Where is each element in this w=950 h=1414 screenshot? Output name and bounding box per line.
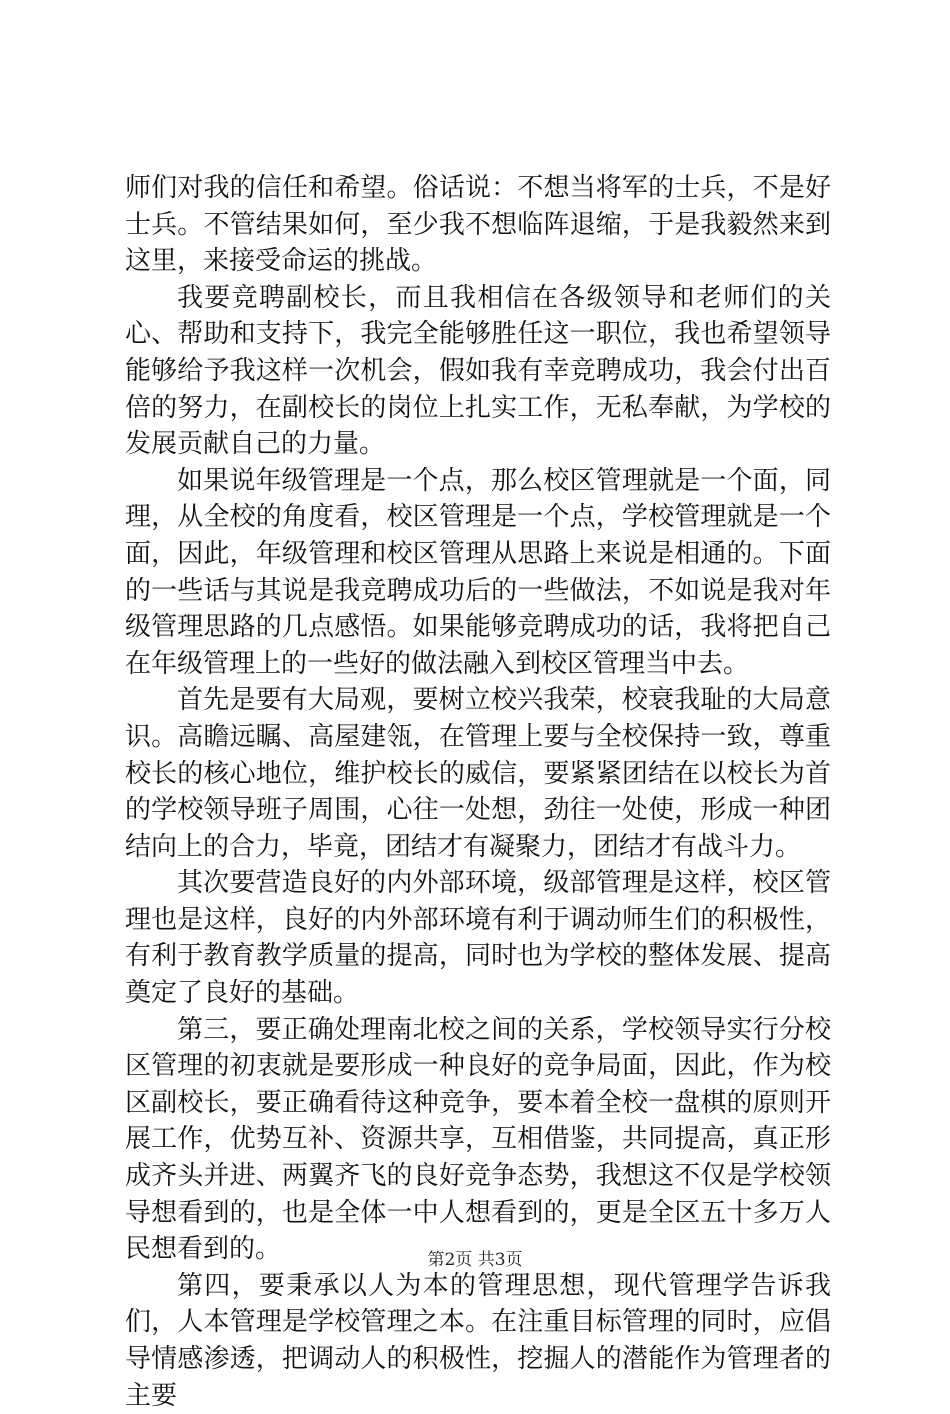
paragraph-1: 师们对我的信任和希望。俗话说：不想当将军的士兵，不是好士兵。不管结果如何，至少我不想临阵退缩，于是我毅然来到这里，来接受命运的挑战。: [125, 173, 831, 277]
paragraph-5: 其次要营造良好的内外部环境，级部管理是这样，校区管理也是这样，良好的内外部环境有利于调动师生们的积极性，有利于教育教学质量的提高，同时也为学校的整体发展、提高奠定了良好的基础。: [125, 868, 831, 1009]
paragraph-2: 我要竞聘副校长，而且我相信在各级领导和老师们的关心、帮助和支持下，我完全能够胜任这一职位，我也希望领导能够给予我这样一次机会，假如我有幸竞聘成功，我会付出百倍的努力，在副校长的岗位上扎实工作，无私奉献，为学校的发展贡献自己的力量。: [125, 282, 831, 460]
page-footer: 第2页 共3页: [427, 1250, 523, 1270]
document-body: [125, 170, 831, 1414]
paragraph-4: 首先是要有大局观，要树立校兴我荣，校衰我耻的大局意识。高瞻远瞩、高屋建瓴，在管理上要与全校保持一致，尊重校长的核心地位，维护校长的威信，要紧紧团结在以校长为首的学校领导班子周围，心往一处想，劲往一处使，形成一种团结向上的合力，毕竟，团结才有凝聚力，团结才有战斗力。: [125, 685, 831, 862]
paragraph-3: 如果说年级管理是一个点，那么校区管理就是一个面，同理，从全校的角度看，校区管理是一个点，学校管理就是一个面，因此，年级管理和校区管理从思路上来说是相通的。下面的一些话与其说是我竞聘成功后的一些做法，不如说是我对年级管理思路的几点感悟。如果能够竞聘成功的话，我将把自己在年级管理上的一些好的做法融入到校区管理当中去。: [125, 465, 831, 679]
paragraph-7: 第四，要秉承以人为本的管理思想，现代管理学告诉我们，人本管理是学校管理之本。在注重目标管理的同时，应倡导情感渗透，把调动人的积极性，挖掘人的潜能作为管理者的主要: [125, 1270, 831, 1411]
paragraph-6: 第三，要正确处理南北校之间的关系，学校领导实行分校区管理的初衷就是要形成一种良好的竞争局面，因此，作为校区副校长，要正确看待这种竞争，要本着全校一盘棋的原则开展工作，优势互补、资源共享，互相借鉴，共同提高，真正形成齐头并进、两翼齐飞的良好竞争态势，我想这不仅是学校领导想看到的，也是全体一中人想看到的，更是全区五十多万人民想看到的。: [125, 1014, 831, 1265]
